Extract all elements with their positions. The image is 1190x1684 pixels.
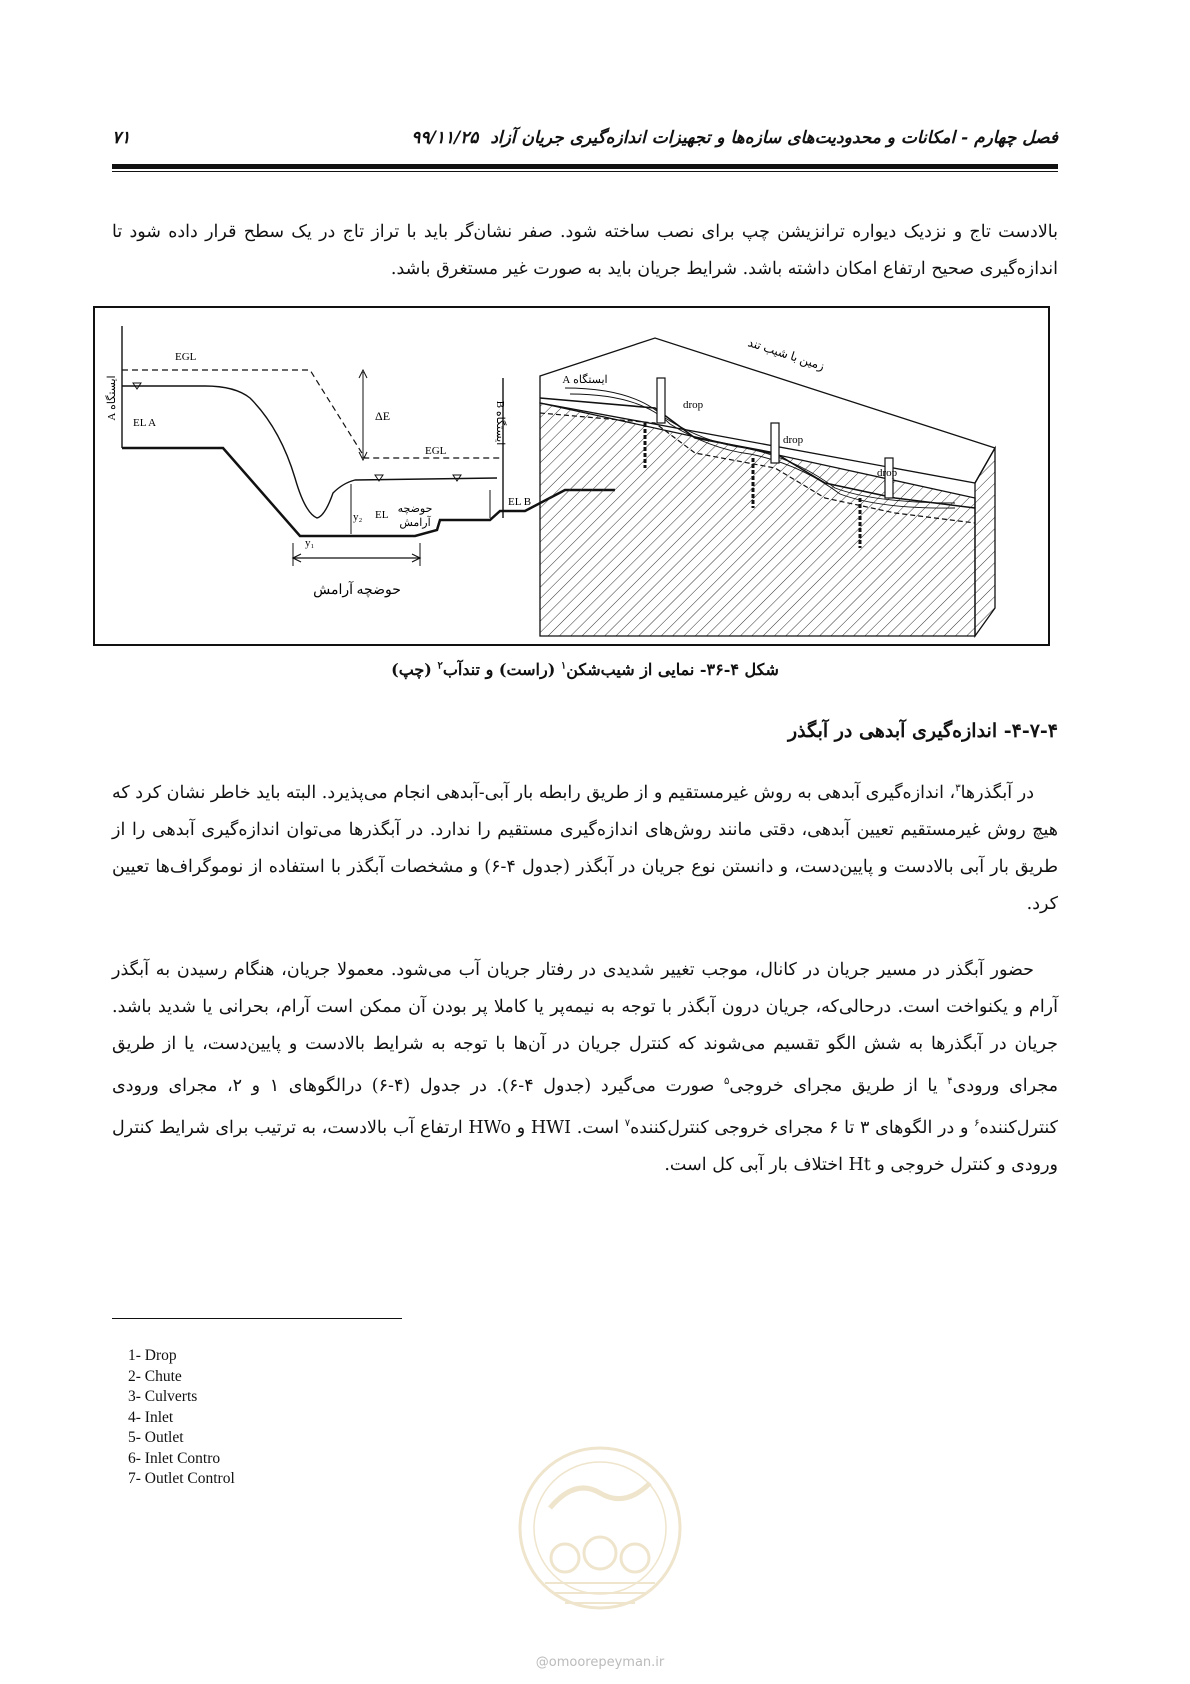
- y1-label: y₁: [305, 537, 315, 549]
- footnote-ref-6: ۶: [974, 1117, 980, 1129]
- el-b-label: EL B: [508, 496, 532, 508]
- section-heading: ۴-۷-۴- اندازه‌گیری آبدهی در آبگذر: [787, 720, 1058, 742]
- footnote-item: 1- Drop: [128, 1347, 177, 1364]
- drop-label-2: drop: [783, 434, 804, 446]
- paragraph2-text-4: و در الگوهای ۳ تا ۶ مجرای خروجی کنترل‌کننده: [630, 1117, 975, 1138]
- figure-frame: [93, 306, 1050, 646]
- paragraph1-text-2: ، اندازه‌گیری آبدهی به روش غیرمستقیم و از طریق رابطه بار آبی-آبدهی انجام می‌پذیرد. البته باید خاطر نشان کرد که هیچ روش غیرمستقیم تعیین آبدهی، دقتی مانند روش‌های اندازه‌گیری مستقیم را ندارد. در آبگذرها می‌توان اندازه‌گیری آبدهی را از طریق بار آبی بالادست و پایین‌دست، و دانستن نوع جریان در آبگذر (جدول ۴-۶) و مشخصات آبگذر با استفاده از نوموگراف‌ها تعیین کرد.: [112, 782, 1059, 914]
- footnote-item: 7- Outlet Control: [128, 1470, 235, 1487]
- basin-small-label-2: آرامش: [399, 517, 431, 529]
- footnote-item: 2- Chute: [128, 1367, 182, 1385]
- caption-footnote-ref-1: ۱: [560, 660, 567, 672]
- caption-text-1: شکل ۴-۳۶- نمایی از شیب‌شکن: [566, 660, 779, 679]
- paragraph-culverts: [112, 770, 1058, 923]
- footnote-ref-7: ۷: [624, 1117, 631, 1129]
- drop-label-1: drop: [683, 399, 704, 411]
- watermark-seal-icon: [505, 1438, 695, 1678]
- caption-text-2: (راست) و تندآب: [442, 660, 561, 679]
- watermark: [505, 1438, 695, 1678]
- delta-e-label: ΔE: [375, 409, 391, 423]
- figure-drawing: [95, 308, 1047, 643]
- page-number: ۷۱: [112, 128, 131, 148]
- footnote-list: [128, 1346, 235, 1490]
- station-a-right-label: ایستگاه A: [562, 374, 608, 386]
- station-b-vertical-label: ایستگاه B: [494, 400, 506, 446]
- basin-small-label-1: حوضچه: [397, 503, 433, 515]
- caption-footnote-ref-2: ۲: [437, 660, 443, 672]
- intro-paragraph: بالادست تاج و نزدیک دیواره ترانزیشن چپ برای نصب ساخته شود. صفر نشان‌گر باید با تراز تاج در یک سطح قرار داده شود تا اندازه‌گیری صحیح ارتفاع امکان داشته باشد. شرایط جریان باید به صورت غیر مستغرق باشد.: [112, 222, 1058, 279]
- el-label: EL: [375, 509, 389, 521]
- paragraph2-text-5: است. HWI و HWo ارتفاع آب بالادست، به ترتیب برای شرایط کنترل ورودی و کنترل خروجی و Ht اختلاف بار آبی کل است.: [112, 1117, 1058, 1175]
- slope-label: زمین با شیب تند: [746, 335, 827, 374]
- header-divider-thin: [112, 171, 1058, 172]
- drop-structure-diagram: [540, 338, 995, 636]
- footnote-item: 3- Culverts: [128, 1388, 198, 1405]
- chapter-title-text: فصل چهارم - امکانات و محدودیت‌های سازه‌ها و تجهیزات اندازه‌گیری جریان آزاد: [490, 128, 1058, 148]
- egl-bottom-label: EGL: [425, 445, 447, 457]
- paragraph2-text-3: صورت می‌گیرد (جدول ۴-۶). در جدول (۴-۶) درالگوهای ۱ و ۲، مجرای ورودی کنترل‌کننده: [112, 1075, 1059, 1138]
- station-a-vertical-label: ایستگاه A: [106, 375, 118, 421]
- footnote-item: 6- Inlet Contro: [128, 1449, 221, 1467]
- y2-label: y₂: [353, 511, 363, 523]
- footnote-item: 5- Outlet: [128, 1429, 184, 1446]
- figure-caption: [112, 660, 1058, 679]
- footnote-ref-3: ۳: [955, 783, 961, 794]
- drop-label-3: drop: [877, 467, 898, 479]
- page-header: [112, 128, 1058, 156]
- paragraph1-text-1: در آبگذرها: [960, 782, 1034, 803]
- watermark-url: @omoorepeyman.ir: [535, 1655, 665, 1670]
- chapter-title: [411, 128, 1058, 148]
- paragraph-flow-patterns: [112, 952, 1058, 1184]
- egl-top-label: EGL: [175, 351, 197, 363]
- caption-text-3: (چپ): [391, 660, 438, 679]
- footnote-ref-5: ۵: [723, 1076, 730, 1087]
- footnote-ref-4: ۴: [947, 1076, 953, 1087]
- paragraph2-text-1: حضور آبگذر در مسیر جریان در کانال، موجب تغییر شدیدی در رفتار جریان آب می‌شود. معمولا جریان، هنگام رسیدن به آبگذر آرام و یکنواخت است. درحالی‌که، جریان درون آبگذر با توجه به نیمه‌پر یا کاملا پر بودن آن ممکن است آرام، بحرانی یا شدید باشد. جریان در آبگذرها به شش الگو تقسیم می‌شوند که کنترل جریان در آن‌ها با توجه به شرایط بالادست و پایین‌دست، یا از طریق مجرای ورودی: [112, 960, 1058, 1096]
- el-a-label: EL A: [133, 417, 157, 429]
- header-date: ۹۹/۱۱/۲۵: [411, 128, 479, 148]
- header-divider-thick: [112, 164, 1058, 169]
- basin-label: حوضچه آرامش: [313, 583, 401, 598]
- footnote-item: 4- Inlet: [128, 1408, 174, 1426]
- footnote-divider: [112, 1318, 402, 1319]
- paragraph2-text-2: یا از طریق مجرای خروجی: [729, 1075, 948, 1096]
